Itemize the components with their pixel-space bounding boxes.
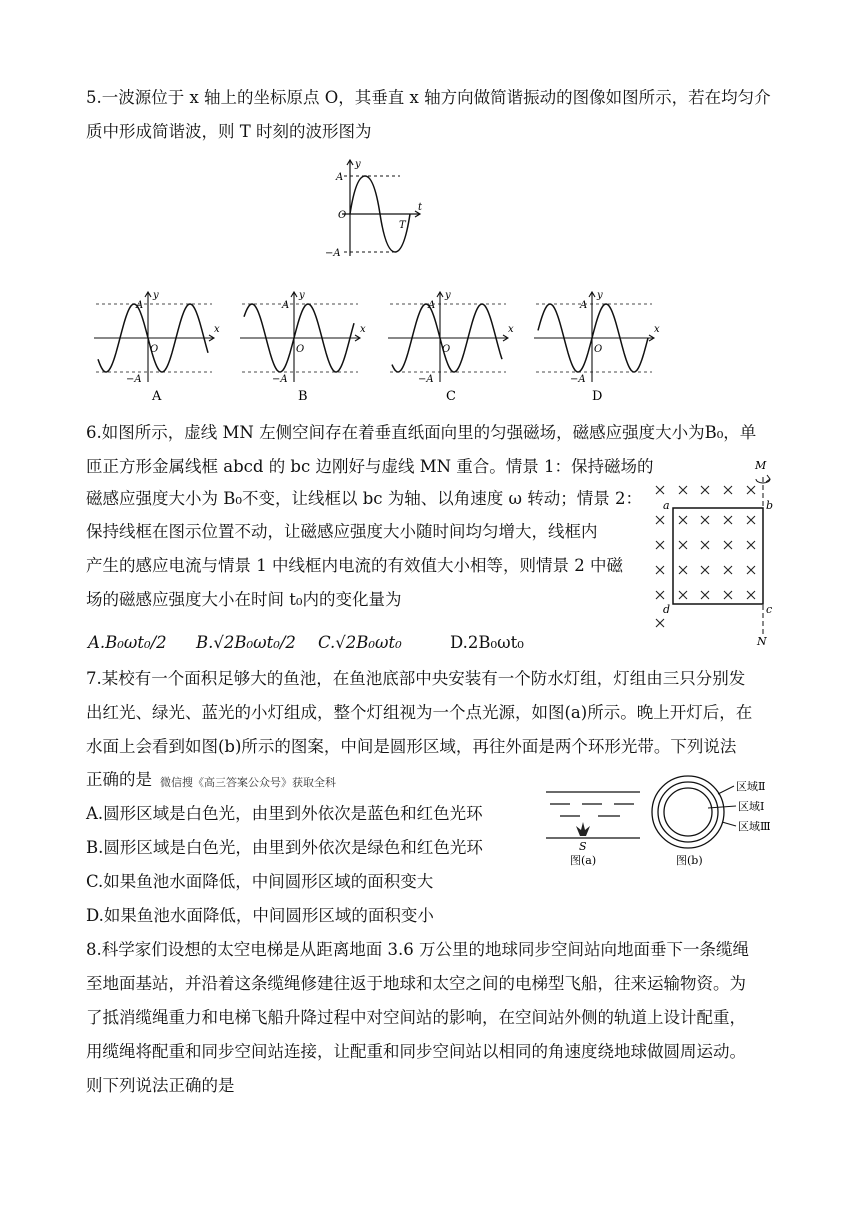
q7-option-c: C.如果鱼池水面降低，中间圆形区域的面积变大 xyxy=(86,872,434,891)
label-region-3: 区域Ⅲ xyxy=(738,820,771,833)
field-cross xyxy=(656,486,664,494)
label-y: y xyxy=(445,290,451,301)
magnetic-field-figure xyxy=(645,455,775,645)
q7-option-d: D.如果鱼池水面降低，中间圆形区域的面积变小 xyxy=(86,906,434,925)
q6-text-line6: 场的磁感应强度大小在时间 t₀内的变化量为 xyxy=(86,590,402,609)
label-y: y xyxy=(355,159,361,170)
label-d: d xyxy=(663,603,671,616)
field-cross xyxy=(701,591,709,599)
label-negA: −A xyxy=(272,374,288,385)
label-negA: −A xyxy=(570,374,586,385)
q6-text-line4: 保持线框在图示位置不动，让磁感应强度大小随时间均匀增大，线框内 xyxy=(86,522,598,541)
wave-option-c xyxy=(384,286,524,404)
label-y: y xyxy=(153,290,159,301)
field-cross xyxy=(656,566,664,574)
option-label: A xyxy=(152,389,162,404)
q6-option-d: D.2B₀ωt₀ xyxy=(450,633,524,652)
q7-text-line4: 正确的是 xyxy=(86,770,152,789)
field-cross xyxy=(724,541,732,549)
field-cross xyxy=(701,486,709,494)
circles-figure-b xyxy=(650,772,795,872)
label-x: x xyxy=(508,324,514,335)
q6-text-line3: 磁感应强度大小为 B₀不变，让线框以 bc 为轴、以角速度 ω 转动；情景 2： xyxy=(86,489,642,508)
field-cross xyxy=(656,516,664,524)
field-cross xyxy=(724,486,732,494)
field-cross xyxy=(656,541,664,549)
caption-b: 图(b) xyxy=(676,854,703,867)
label-O: O xyxy=(150,344,159,355)
field-cross xyxy=(747,486,755,494)
field-cross xyxy=(747,541,755,549)
option-label: C xyxy=(446,389,456,404)
q8-text-line1: 8.科学家们设想的太空电梯是从距离地面 3.6 万公里的地球同步空间站向地面垂下一条缆绳 xyxy=(86,940,749,959)
field-cross xyxy=(679,516,687,524)
light-source-icon xyxy=(576,822,590,836)
caption-a: 图(a) xyxy=(570,854,597,867)
vibration-graph xyxy=(320,156,430,264)
field-cross xyxy=(679,566,687,574)
wave-option-d xyxy=(530,286,670,404)
inner-circle xyxy=(664,788,712,836)
label-y: y xyxy=(597,290,603,301)
label-b: b xyxy=(766,499,774,512)
option-label: D xyxy=(592,389,603,404)
label-a: a xyxy=(663,499,670,512)
label-O: O xyxy=(338,210,347,221)
wave-option-b xyxy=(236,286,376,404)
label-A: A xyxy=(136,300,144,311)
field-cross xyxy=(724,591,732,599)
field-cross xyxy=(701,516,709,524)
field-cross xyxy=(679,541,687,549)
label-c: c xyxy=(766,603,773,616)
label-x: x xyxy=(654,324,660,335)
label-O: O xyxy=(296,344,305,355)
q7-text-line2: 出红光、绿光、蓝光的小灯组成，整个灯组视为一个点光源，如图(a)所示。晚上开灯后，在 xyxy=(86,703,753,722)
label-y: y xyxy=(299,290,305,301)
label-A: A xyxy=(336,172,344,183)
q6-option-c: C.√2B₀ωt₀ xyxy=(318,633,402,652)
q6-option-b: B.√2B₀ωt₀/2 xyxy=(196,633,296,652)
q8-text-line4: 用缆绳将配重和同步空间站连接，让配重和同步空间站以相同的角速度绕地球做圆周运动。 xyxy=(86,1042,746,1061)
q7-option-a: A.圆形区域是白色光，由里到外依次是蓝色和红色光环 xyxy=(86,804,483,823)
label-A: A xyxy=(282,300,290,311)
field-cross xyxy=(679,591,687,599)
q6-text-line1: 6.如图所示，虚线 MN 左侧空间存在着垂直纸面向里的匀强磁场，磁感应强度大小为B₀，单 xyxy=(86,423,757,442)
label-O: O xyxy=(594,344,603,355)
field-cross xyxy=(724,566,732,574)
label-negA: −A xyxy=(126,374,142,385)
label-M: M xyxy=(755,459,767,472)
label-S: S xyxy=(579,840,587,853)
outer-ring xyxy=(652,776,724,848)
label-O: O xyxy=(442,344,451,355)
q6-text-line2: 匝正方形金属线框 abcd 的 bc 边刚好与虚线 MN 重合。情景 1：保持磁场的 xyxy=(86,457,654,476)
q5-text-line2: 质中形成简谐波，则 T 时刻的波形图为 xyxy=(86,122,372,141)
field-cross xyxy=(656,619,664,627)
middle-ring xyxy=(658,782,718,842)
field-cross xyxy=(724,516,732,524)
option-label: B xyxy=(298,389,308,404)
q6-text-line5: 产生的感应电流与情景 1 中线框内电流的有效值大小相等，则情景 2 中磁 xyxy=(86,556,623,575)
q6-option-a: A.B₀ωt₀/2 xyxy=(88,633,167,652)
q5-text-line1: 5.一波源位于 x 轴上的坐标原点 O，其垂直 x 轴方向做简谐振动的图像如图所示，若在均匀介 xyxy=(86,88,771,107)
label-t: t xyxy=(418,202,423,213)
field-cross xyxy=(679,486,687,494)
field-cross xyxy=(747,566,755,574)
label-N: N xyxy=(757,635,767,645)
label-A: A xyxy=(580,300,588,311)
field-crosses xyxy=(656,486,755,627)
label-x: x xyxy=(214,324,220,335)
field-cross xyxy=(701,541,709,549)
label-A: A xyxy=(428,300,436,311)
field-cross xyxy=(701,566,709,574)
q7-text-line1: 7.某校有一个面积足够大的鱼池，在鱼池底部中央安装有一个防水灯组，灯组由三只分别发 xyxy=(86,669,746,688)
field-cross xyxy=(747,516,755,524)
field-cross xyxy=(656,591,664,599)
label-region-2: 区域Ⅱ xyxy=(736,780,766,793)
label-negA: −A xyxy=(418,374,434,385)
q7-option-b: B.圆形区域是白色光，由里到外依次是绿色和红色光环 xyxy=(86,838,483,857)
q7-watermark: 微信搜《高三答案公众号》获取全科 xyxy=(160,776,336,789)
q7-text-line3: 水面上会看到如图(b)所示的图案，中间是圆形区域，再往外面是两个环形光带。下列说法 xyxy=(86,737,737,756)
pond-figure-a xyxy=(540,780,650,870)
label-region-1: 区域Ⅰ xyxy=(738,800,765,813)
label-x: x xyxy=(360,324,366,335)
label-negA: −A xyxy=(325,248,341,259)
wire-frame-abcd xyxy=(673,508,763,604)
q8-text-line2: 至地面基站，并沿着这条缆绳修建往返于地球和太空之间的电梯型飞船，往来运输物资。为 xyxy=(86,974,746,993)
label-T: T xyxy=(399,220,406,231)
q8-text-line3: 了抵消缆绳重力和电梯飞船升降过程中对空间站的影响，在空间站外侧的轨道上设计配重， xyxy=(86,1008,746,1027)
q8-text-line5: 则下列说法正确的是 xyxy=(86,1076,235,1095)
field-cross xyxy=(747,591,755,599)
wave-option-a xyxy=(90,286,230,404)
